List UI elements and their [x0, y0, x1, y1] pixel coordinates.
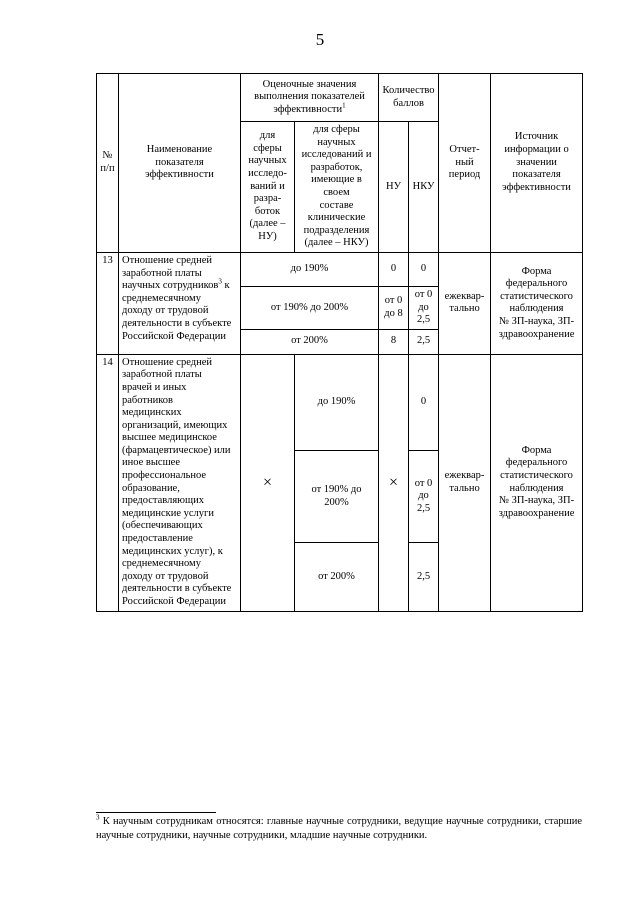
- row-14-level-3-value: от 200%: [295, 543, 379, 611]
- footnote-text: К научным сотрудникам относятся: главные научные сотрудники, ведущие научные сотрудники, старшие научные сотрудники, научные сотрудники, младшие научные сотрудники.: [96, 816, 582, 841]
- efficiency-indicators-table: [96, 73, 583, 612]
- header-score-nku: НКУ: [409, 122, 439, 253]
- row-13-name: [119, 252, 241, 354]
- row-13-level-3-value: от 200%: [241, 329, 379, 354]
- page-number: 5: [315, 30, 325, 49]
- row-13-level-3-nku: 2,5: [409, 329, 439, 354]
- header-eval-values: [241, 74, 379, 122]
- header-eval-nku: для сферы научных исследований и разработок, имеющие в своем составе клинические подразделения (далее – НКУ): [295, 122, 379, 253]
- row-14-level-2-nku: от 0 до 2,5: [409, 451, 439, 543]
- footnote-rule: [96, 812, 216, 813]
- row-13-source: Форма федерального статистического наблюдения № ЗП-наука, ЗП- здравоохранение: [491, 252, 583, 354]
- header-eval-values-text: Оценочные значения выполнения показателей эффективности: [254, 78, 365, 115]
- footnote-mark: 3: [96, 813, 100, 822]
- row-13-level-2-value: от 190% до 200%: [241, 286, 379, 329]
- row-13-level-2-nku: от 0 до 2,5: [409, 286, 439, 329]
- row-14-num: 14: [97, 354, 119, 611]
- row-14-score-nu-cross: ×: [379, 354, 409, 611]
- row-13-name-part2: к среднемесячному доходу от трудовой деятельности в субъекте Российской Федерации: [122, 280, 232, 342]
- header-num: № п/п: [97, 74, 119, 253]
- footnote-ref-3: 3: [218, 277, 222, 286]
- row-14-source: Форма федерального статистического наблюдения № ЗП-наука, ЗП- здравоохранение: [491, 354, 583, 611]
- row-14-eval-nu-cross: ×: [241, 354, 295, 611]
- header-period: Отчет- ный период: [439, 74, 491, 253]
- row-13-level-2-nu: от 0 до 8: [379, 286, 409, 329]
- row-14-period: ежеквар- тально: [439, 354, 491, 611]
- row-13-level-1-nu: 0: [379, 252, 409, 286]
- row-13-name-part1: Отношение средней заработной платы научных сотрудников: [122, 254, 219, 292]
- row-13-level-1-nku: 0: [409, 252, 439, 286]
- row-13-period: ежеквар- тально: [439, 252, 491, 354]
- row-13-level-1-value: до 190%: [241, 252, 379, 286]
- row-13-num: 13: [97, 252, 119, 354]
- row-13-level-3-nu: 8: [379, 329, 409, 354]
- header-source: Источник информации о значении показателя эффективности: [491, 74, 583, 253]
- row-14-name: Отношение средней заработной платы врачей и иных работников медицинских организаций, имеющих высшее медицинское (фармацевтическое) или иное высшее профессиональное образование, предоставляющих медицинские услуги (обеспечивающих предоставление медицинских услуг), к среднемесячному доходу от трудовой деятельности в субъекте Российской Федерации: [119, 354, 241, 611]
- header-score-nu: НУ: [379, 122, 409, 253]
- header-name: Наименование показателя эффективности: [119, 74, 241, 253]
- header-eval-nu: для сферы научных исследо- ваний и разра- боток (далее – НУ): [241, 122, 295, 253]
- footnote-ref-1: 1: [342, 101, 346, 110]
- footnote: [96, 815, 582, 842]
- header-score: Количество баллов: [379, 74, 439, 122]
- row-14-level-2-value: от 190% до 200%: [295, 451, 379, 543]
- row-14-level-1-value: до 190%: [295, 354, 379, 450]
- row-14-level-1-nku: 0: [409, 354, 439, 450]
- row-14-level-3-nku: 2,5: [409, 543, 439, 611]
